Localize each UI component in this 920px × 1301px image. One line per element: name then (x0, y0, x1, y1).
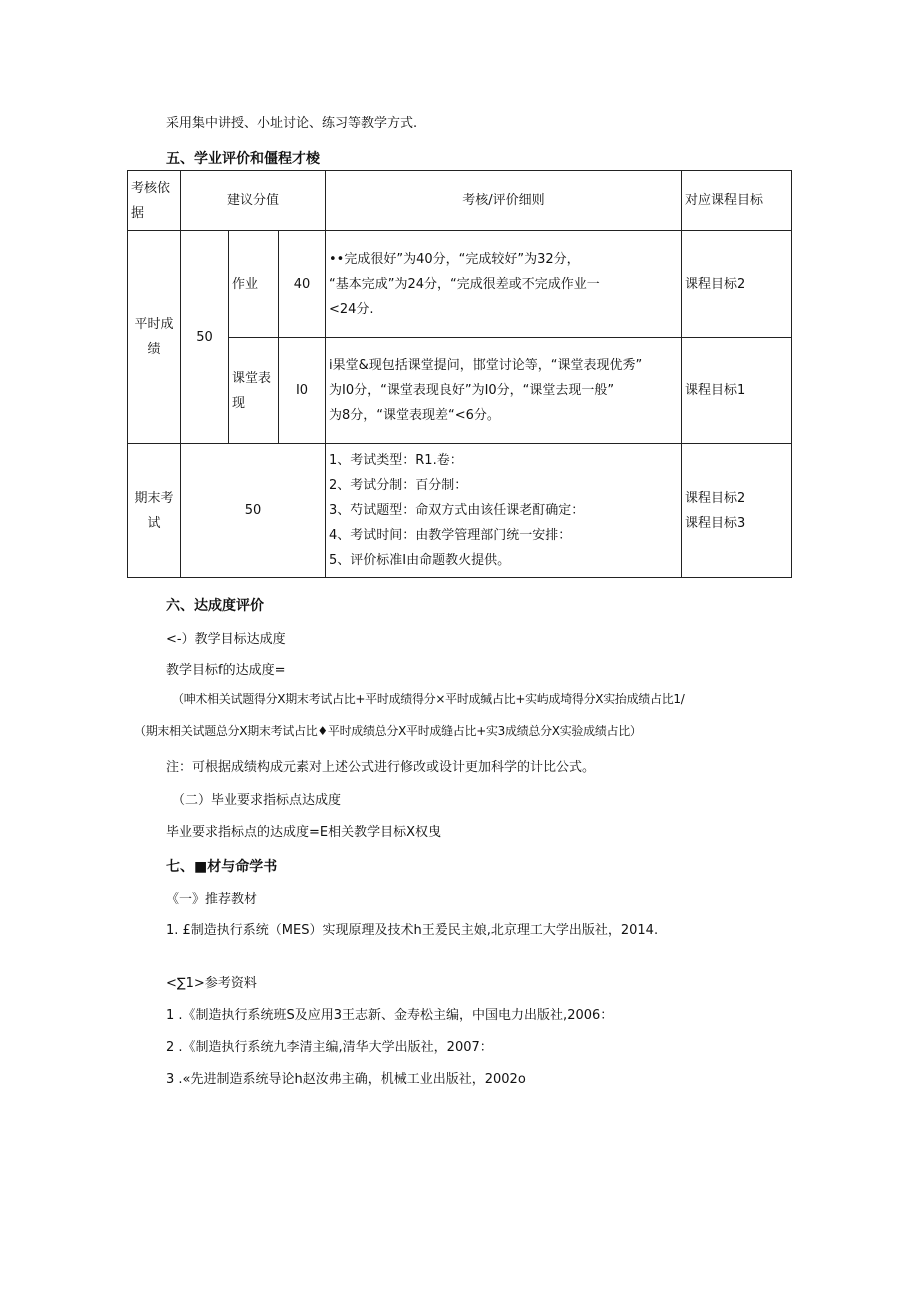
classroom-rule-line: 为I0分，“课堂表现良好”为I0分，“课堂去现一般” (329, 383, 615, 398)
assessment-table (127, 170, 792, 578)
reference-item: 2 .《制造执行系统九李清主编,清华大学出版社，2007： (166, 1040, 493, 1055)
classroom-rule-line: 为8分，“课堂表现差“<6分。 (329, 408, 500, 423)
classroom-label: 课堂表现 (229, 338, 279, 444)
classroom-rule-line: i果堂&现包括课堂提问，邯堂讨论等，“课堂表现优秀” (329, 358, 643, 373)
formula-denominator: （期末相关试题总分X期末考试占比♦平时成绩总分X平时成缝占比+实3成绩总分X实验成绩占比） (134, 724, 642, 738)
classroom-target: 课程目标1 (682, 338, 792, 444)
teaching-method-text: 采用集中讲授、小址讨论、练习等教学方式. (166, 116, 418, 131)
table-row-homework (128, 231, 792, 338)
header-rules: 考核/评价细则 (326, 171, 682, 231)
reference-item: 3 .«先进制造系统导论h赵汝弗主确，机械工业出版社，2002o (166, 1072, 526, 1087)
homework-rule-line: <24分. (329, 301, 374, 317)
section6-heading: 六、达成度评价 (166, 598, 264, 614)
homework-label: 作业 (229, 231, 279, 338)
header-target: 对应课程目标 (682, 171, 792, 231)
final-rule-line: 3、芍试题型：命双方式由该任课老酊确定： (329, 503, 585, 518)
textbook-heading: 《一》推荐教材 (166, 892, 258, 907)
formula-note: 注：可根据成绩构成元素对上述公式进行修改或设计更加科学的计比公式。 (166, 760, 596, 775)
final-rule-line: 5、评价标准I由命题教火提供。 (329, 553, 511, 568)
homework-rule-line: “基本完成”为24分，“完成很差或不完成作业一 (329, 276, 600, 292)
section6-sub2: （二）毕业要求指标点达成度 (172, 793, 342, 808)
graduation-formula: 毕业要求指标点的达成度=E相关教学目标X权曳 (166, 825, 442, 840)
section7-heading: 七、■材与命学书 (166, 859, 278, 875)
final-rule-line: 1、考试类型：R1.卷： (329, 453, 463, 468)
final-exam-label: 期末考试 (128, 444, 181, 578)
classroom-score: I0 (279, 338, 326, 444)
regular-grade-score: 50 (181, 231, 229, 444)
final-target-line: 课程目标3 (685, 515, 746, 531)
final-exam-rules (326, 444, 682, 578)
classroom-rules (326, 338, 682, 444)
homework-score: 40 (279, 231, 326, 338)
header-basis: 考核依据 (128, 171, 181, 231)
final-target-line: 课程目标2 (685, 490, 746, 506)
section6-sub1: <-）教学目标达成度 (166, 632, 286, 647)
regular-grade-label: 平时成绩 (128, 231, 181, 444)
table-header-row (128, 171, 792, 231)
reference-item: 1 .《制造执行系统班S及应用3王志新、金寿松主编，中国电力出版社,2006： (166, 1008, 614, 1023)
textbook-item: 1. £制造执行系统（MES）实现原理及技术h王爰民主娘,北京理工大学出版社，2014. (166, 923, 659, 938)
homework-rules (326, 231, 682, 338)
table-row-final (128, 444, 792, 578)
final-exam-score: 50 (181, 444, 326, 578)
header-score: 建议分值 (181, 171, 326, 231)
final-rule-line: 4、考试时间：由教学管理部门统一安排： (329, 528, 572, 543)
section5-heading: 五、学业评价和僵程才棱 (166, 151, 320, 167)
final-exam-targets (682, 444, 792, 578)
formula-label: 教学目标f的达成度= (166, 663, 286, 678)
formula-numerator: （呻术相关试题得分X期末考试占比+平时成绩得分×平时成缄占比+实屿成埼得分X实抬成绩占比1/ (172, 692, 685, 706)
final-rule-line: 2、考试分制：百分制： (329, 478, 468, 493)
references-heading: <∑1>参考资料 (166, 976, 257, 991)
homework-target: 课程目标2 (682, 231, 792, 338)
homework-rule-line: ••完成很好”为40分，“完成较好”为32分， (329, 251, 580, 267)
